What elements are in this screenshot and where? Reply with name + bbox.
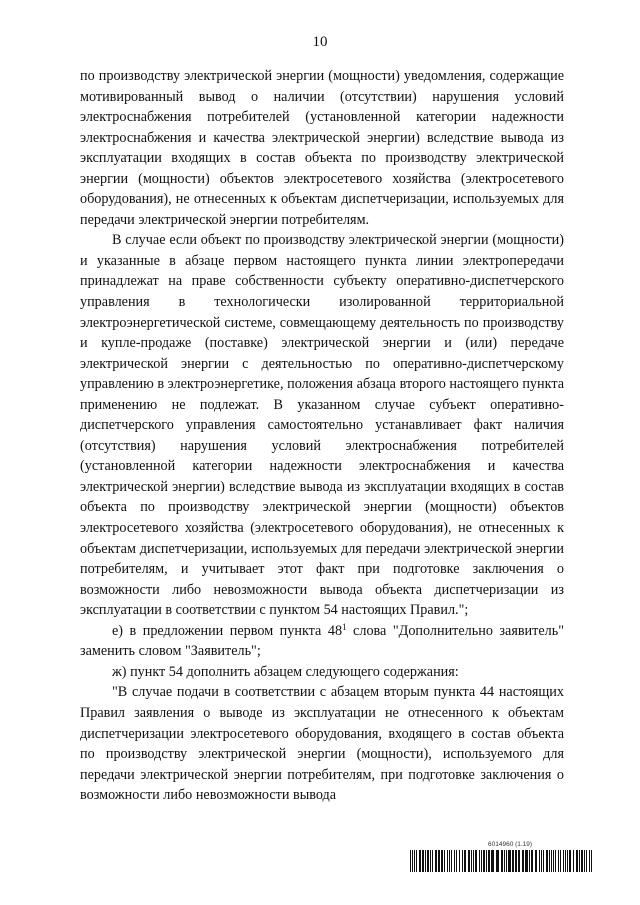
- item-e-text-after: слова "Дополнительно заявитель" заменить словом "Заявитель";: [80, 622, 564, 660]
- page-number: 10: [312, 34, 328, 50]
- document-code: 6014960 (1.19): [488, 841, 533, 848]
- paragraph-isolated-system: В случае если объект по производству электрической энергии (мощности) и указанные в абзаце первом настоящего пункта линии электропередачи принадлежат на праве собственности субъекту оперативно-диспетчерского управления в технологически изолированной территориальной электроэнергетической системе, совмещающему деятельность по производству и купле-продаже (поставке) электрической энергии и (или) передаче электрической энергии с деятельностью по оперативно-диспетчерскому управлению в электроэнергетике, положения абзаца второго настоящего пункта применению не подлежат. В указанном случае субъект оперативно-диспетчерского управления самостоятельно устанавливает факт наличия (отсутствия) нарушения условий электроснабжения потребителей (установленной категории надежности электроснабжения и качества электрической энергии) вследствие вывода из эксплуатации входящих в состав объекта по производству электрической энергии (мощности) объектов электросетевого хозяйства (электросетевого оборудования), не отнесенных к объектам диспетчеризации, используемых для передачи электрической энергии потребителям, и учитывает этот факт при подготовке заключения о возможности либо невозможности вывода объекта диспетчеризации из эксплуатации в соответствии с пунктом 54 настоящих Правил.";: [80, 232, 564, 619]
- paragraph-item-zh: ж) пункт 54 дополнить абзацем следующего содержания:: [112, 663, 459, 680]
- document-footer: [410, 841, 592, 872]
- document-body: [80, 66, 564, 806]
- item-e-text-before: е) в предложении первом пункта 48: [112, 622, 343, 639]
- paragraph-item-e: [80, 621, 564, 662]
- barcode-icon: [410, 850, 592, 872]
- paragraph-continuation: по производству электрической энергии (мощности) уведомления, содержащие мотивированный вывод о наличии (отсутствии) нарушения условий электроснабжения потребителей (установленной категории надежности электроснабжения и качества электрической энергии) вследствие вывода из эксплуатации входящих в состав объекта по производству электрической энергии (мощности) объектов электросетевого хозяйства (электросетевого оборудования), не отнесенных к объектам диспетчеризации, используемых для передачи электрической энергии потребителям.: [80, 68, 564, 228]
- item-e-superscript: 1: [342, 621, 347, 632]
- paragraph-quoted-addition: "В случае подачи в соответствии с абзацем вторым пункта 44 настоящих Правил заявления о выводе из эксплуатации не отнесенного к объектам диспетчеризации электросетевого оборудования, входящего в состав объекта по производству электрической энергии (мощности), используемого для передачи электрической энергии потребителям, при подготовке заключения о возможности либо невозможности вывода: [80, 684, 564, 804]
